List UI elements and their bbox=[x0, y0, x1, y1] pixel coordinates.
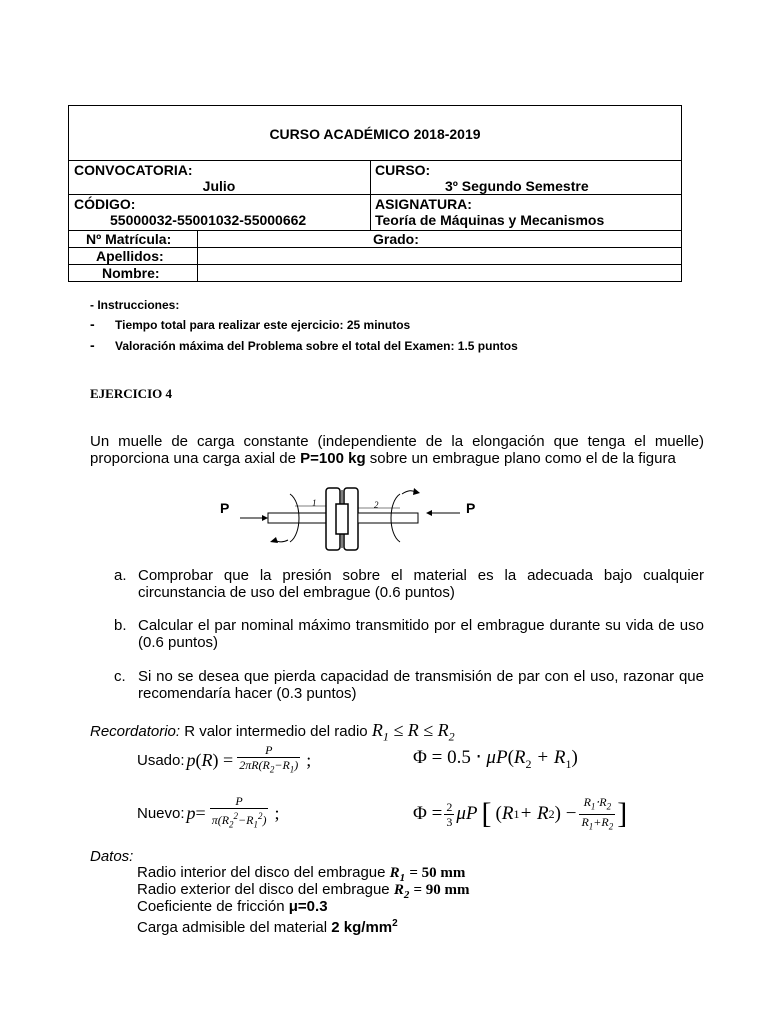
clutch-diagram bbox=[210, 480, 500, 560]
right-rotation-arrowhead bbox=[413, 488, 420, 495]
grado-label: Grado: bbox=[373, 231, 419, 247]
question-a-line-1: Comprobar que la presión sobre el material es la adecuada bajo cualquier bbox=[138, 567, 704, 584]
nombre-label: Nombre: bbox=[102, 265, 160, 281]
question-c-line-2: recomendaría hacer (0.3 puntos) bbox=[138, 685, 357, 702]
datos-carga: Carga admisible del material 2 $kg/mm^2$ bbox=[137, 918, 398, 936]
question-c-marker: c. bbox=[114, 668, 126, 685]
instruction-bullet: - bbox=[90, 337, 95, 353]
asignatura-label: ASIGNATURA: bbox=[375, 196, 472, 212]
nuevo-torque-formula: Φ = $\frac{2}{3}$ μP [ ( R 1 + R 2 ) − $\frac{R_1\cdot R_2}{R_1+R_2}$ ] bbox=[413, 795, 628, 831]
convocatoria-label: CONVOCATORIA: bbox=[74, 162, 193, 178]
instruction-item: Tiempo total para realizar este ejercicio: 25 minutos bbox=[115, 318, 411, 332]
divider bbox=[68, 160, 682, 161]
apellidos-label: Apellidos: bbox=[96, 248, 164, 264]
curso-label: CURSO: bbox=[375, 162, 431, 178]
divider bbox=[197, 230, 198, 282]
question-b-marker: b. bbox=[114, 617, 127, 634]
question-c-line-1: Si no se desea que pierda capacidad de transmisión de par con el uso, razonar que bbox=[138, 668, 704, 685]
reminder-line: Recordatorio: R valor intermedio del radio $R_1 \le R \le R_2$ bbox=[90, 720, 455, 744]
codigo-value: 55000032-55001032-55000662 bbox=[110, 212, 307, 228]
instruction-bullet: - bbox=[90, 316, 95, 332]
divider bbox=[370, 160, 371, 230]
right-arrowhead bbox=[426, 510, 432, 516]
figure-right-p: P bbox=[466, 500, 476, 516]
convocatoria-value: Julio bbox=[202, 178, 236, 194]
usado-formula: Usado: p ( R ) = $\frac{P}{2\pi R(R_2-R_1)}$ ; bbox=[137, 743, 312, 775]
question-a-marker: a. bbox=[114, 567, 127, 584]
clutch-hub bbox=[336, 504, 348, 534]
datos-r1: Radio interior del disco del embrague $R_1 = 50$ mm bbox=[137, 864, 466, 884]
left-arrowhead bbox=[262, 515, 268, 521]
question-a-line-2: circunstancia de uso del embrague (0.6 puntos) bbox=[138, 584, 455, 601]
disc-2-label: 2 bbox=[374, 500, 379, 510]
exercise-intro-line-2: proporciona una carga axial de P=100 kg sobre un embrague plano como el de la figura bbox=[90, 450, 676, 467]
disc-1-label: 1 bbox=[312, 498, 317, 508]
figure-left-p: P bbox=[220, 500, 230, 516]
datos-r2: Radio exterior del disco del embrague $R_2 = 90$ mm bbox=[137, 881, 470, 901]
question-b-line-2: (0.6 puntos) bbox=[138, 634, 219, 651]
datos-mu: Coeficiente de fricción μ=0.3 bbox=[137, 898, 328, 915]
datos-label: Datos: bbox=[90, 848, 134, 865]
exercise-intro-line-1: Un muelle de carga constante (independiente de la elongación que tenga el muelle) bbox=[90, 433, 704, 450]
exercise-title: EJERCICIO 4 bbox=[90, 386, 172, 401]
right-shaft bbox=[358, 513, 418, 523]
matricula-label: Nº Matrícula: bbox=[86, 231, 172, 247]
course-title: CURSO ACADÉMICO 2018-2019 bbox=[269, 126, 481, 142]
codigo-label: CÓDIGO: bbox=[74, 196, 136, 212]
instructions-heading: - Instrucciones: bbox=[90, 298, 180, 312]
question-b-line-1: Calcular el par nominal máximo transmitido por el embrague durante su vida de uso bbox=[138, 617, 704, 634]
clutch-figure bbox=[210, 480, 500, 560]
left-rotation-arrowhead bbox=[270, 537, 278, 543]
curso-value: 3º Segundo Semestre bbox=[445, 178, 589, 194]
divider bbox=[68, 264, 682, 265]
left-shaft bbox=[268, 513, 326, 523]
asignatura-value: Teoría de Máquinas y Mecanismos bbox=[375, 212, 605, 228]
usado-torque-formula: $\Phi = 0.5 \cdot \mu P(R_2 + R_1)$ bbox=[413, 747, 578, 771]
instruction-item: Valoración máxima del Problema sobre el total del Examen: 1.5 puntos bbox=[115, 339, 518, 353]
divider bbox=[68, 194, 682, 195]
nuevo-formula: Nuevo: p = $\frac{P}{\pi(R_2^2-R_1^2)}$ ; bbox=[137, 794, 280, 830]
